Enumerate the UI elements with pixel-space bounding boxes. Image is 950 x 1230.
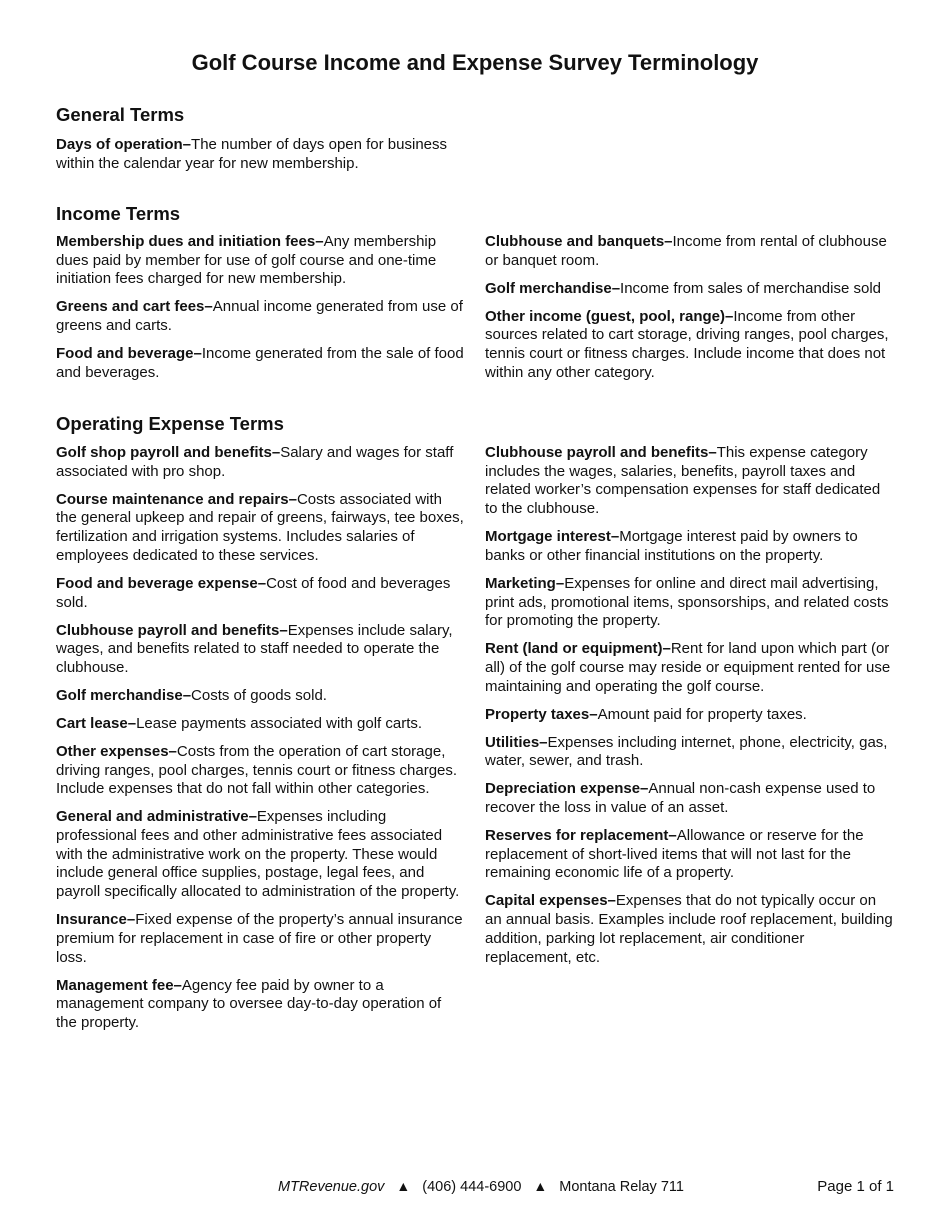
term-definition: Fixed expense of the property’s annual insurance premium for replacement in case of fire or other property loss. [56, 911, 463, 966]
term-entry [485, 780, 895, 817]
term-entry [56, 715, 466, 734]
term-entry [56, 622, 466, 678]
term-entry [485, 233, 895, 270]
term-definition: Annual non-cash expense used to recover the loss in value of an asset. [485, 780, 876, 817]
term-name: Days of operation– [56, 136, 192, 153]
term-definition: Income from rental of clubhouse or banquet room. [485, 233, 887, 269]
term-name: Greens and cart fees– [56, 298, 213, 316]
general-terms-list [56, 136, 466, 183]
term-entry [485, 308, 895, 383]
term-entry [485, 827, 895, 883]
term-definition: Income generated from the sale of food and beverages. [56, 345, 464, 381]
term-definition: Lease payments associated with golf carts. [136, 714, 423, 732]
term-name: General and administrative– [56, 808, 257, 826]
page-number: Page 1 of 1 [817, 1178, 894, 1195]
term-entry [56, 444, 466, 481]
term-name: Golf shop payroll and benefits– [56, 444, 281, 461]
term-definition: Expenses including professional fees and other administrative fees associated with the administrative work on the property. These would include general office supplies, postage, legal fees, and payroll specifically allocated to administration of the property. [56, 808, 460, 901]
term-entry [56, 687, 466, 706]
term-definition: Annual income generated from use of greens and carts. [56, 298, 463, 335]
term-entry [56, 491, 466, 566]
triangle-separator-icon: ▲ [396, 1178, 411, 1194]
term-entry [56, 808, 466, 902]
phone-number[interactable]: (406) 444-6900 [422, 1179, 522, 1195]
term-name: Other income (guest, pool, range)– [485, 307, 734, 325]
term-definition: Any membership dues paid by member for use of golf course and one-time initiation fees charged for new membership. [56, 233, 437, 288]
term-entry [485, 892, 895, 967]
term-definition: Expenses include salary, wages, and benefits related to staff needed to operate the clubhouse. [56, 621, 453, 676]
term-entry [485, 444, 895, 519]
term-name: Membership dues and initiation fees– [56, 233, 324, 250]
term-name: Rent (land or equipment)– [485, 640, 671, 658]
term-name: Insurance– [56, 911, 136, 929]
term-name: Food and beverage expense– [56, 574, 267, 592]
term-definition: Expenses including internet, phone, electricity, gas, water, sewer, and trash. [485, 733, 888, 770]
term-name: Utilities– [485, 733, 548, 751]
term-entry [56, 911, 466, 967]
general-terms-heading: General Terms [56, 104, 185, 125]
term-name: Property taxes– [485, 705, 598, 723]
term-entry [56, 345, 466, 382]
triangle-separator-icon: ▲ [533, 1178, 548, 1194]
term-entry [56, 136, 466, 173]
footer-contact [278, 1178, 684, 1195]
term-definition: Income from other sources related to cart storage, driving ranges, pool charges, tennis court or fitness charges. Include income that does not within any other category. [485, 307, 889, 381]
term-entry [56, 977, 466, 1033]
term-name: Management fee– [56, 976, 182, 994]
term-entry [485, 640, 895, 696]
page-title: Golf Course Income and Expense Survey Terminology [191, 50, 759, 75]
term-entry [56, 743, 466, 799]
term-name: Course maintenance and repairs– [56, 490, 297, 508]
term-entry [485, 734, 895, 771]
term-name: Golf merchandise– [485, 279, 621, 297]
term-definition: Expenses for online and direct mail advertising, print ads, promotional items, sponsorships, and related costs for promoting the property. [485, 574, 889, 630]
term-entry [485, 280, 895, 299]
term-name: Reserves for replacement– [485, 827, 677, 845]
income-terms-heading: Income Terms [56, 203, 181, 224]
term-definition: Costs associated with the general upkeep and repair of greens, fairways, tee boxes, fertilization and irrigation systems. Includes salaries of employees dedicated to these services. [56, 490, 464, 564]
term-name: Golf merchandise– [56, 686, 192, 704]
term-definition: Costs of goods sold. [191, 686, 327, 704]
term-definition: Cost of food and beverages sold. [56, 574, 451, 611]
term-definition: Rent for land upon which part (or all) of the golf course may reside or equipment rented for use maintaining and operating the golf course. [485, 640, 891, 695]
term-definition: This expense category includes the wages, salaries, benefits, payroll taxes and related worker’s compensation expenses for staff dedicated to the clubhouse. [485, 444, 881, 518]
term-entry [56, 298, 466, 335]
operating-terms-right-column [485, 444, 895, 977]
term-definition: Salary and wages for staff associated with pro shop. [56, 444, 454, 480]
term-entry [485, 706, 895, 725]
term-definition: Allowance or reserve for the replacement of short-lived items that will not last for the remaining economic life of a property. [485, 827, 864, 882]
relay-service: Montana Relay 711 [559, 1179, 684, 1195]
term-name: Depreciation expense– [485, 780, 649, 798]
term-name: Clubhouse and banquets– [485, 233, 673, 250]
term-name: Clubhouse payroll and benefits– [56, 621, 288, 639]
term-entry [56, 233, 466, 289]
income-terms-left-column [56, 233, 466, 392]
term-name: Marketing– [485, 574, 565, 592]
term-definition: Costs from the operation of cart storage, driving ranges, pool charges, tennis court or fitness charges. Include expenses that do not fall within other categories. [56, 742, 458, 798]
term-definition: Mortgage interest paid by owners to banks or other financial institutions on the property. [485, 528, 858, 564]
term-name: Capital expenses– [485, 892, 616, 910]
term-definition: Agency fee paid by owner to a management company to oversee day-to-day operation of the property. [56, 976, 442, 1031]
term-entry [56, 575, 466, 612]
term-definition: The number of days open for business within the calendar year for new membership. [56, 136, 448, 172]
income-terms-right-column [485, 233, 895, 392]
term-name: Other expenses– [56, 742, 177, 760]
term-name: Mortgage interest– [485, 528, 620, 546]
operating-terms-left-column [56, 444, 466, 1042]
term-name: Food and beverage– [56, 345, 202, 363]
website-link[interactable]: MTRevenue.gov [278, 1179, 385, 1195]
term-entry [485, 575, 895, 631]
term-entry [485, 528, 895, 565]
operating-expense-terms-heading: Operating Expense Terms [56, 413, 284, 434]
term-name: Cart lease– [56, 714, 137, 732]
term-definition: Expenses that do not typically occur on an annual basis. Examples include roof replacement, building addition, parking lot replacement, air conditioner replacement, etc. [485, 892, 893, 966]
term-definition: Income from sales of merchandise sold [620, 279, 881, 297]
term-name: Clubhouse payroll and benefits– [485, 444, 717, 461]
term-definition: Amount paid for property taxes. [597, 705, 807, 723]
